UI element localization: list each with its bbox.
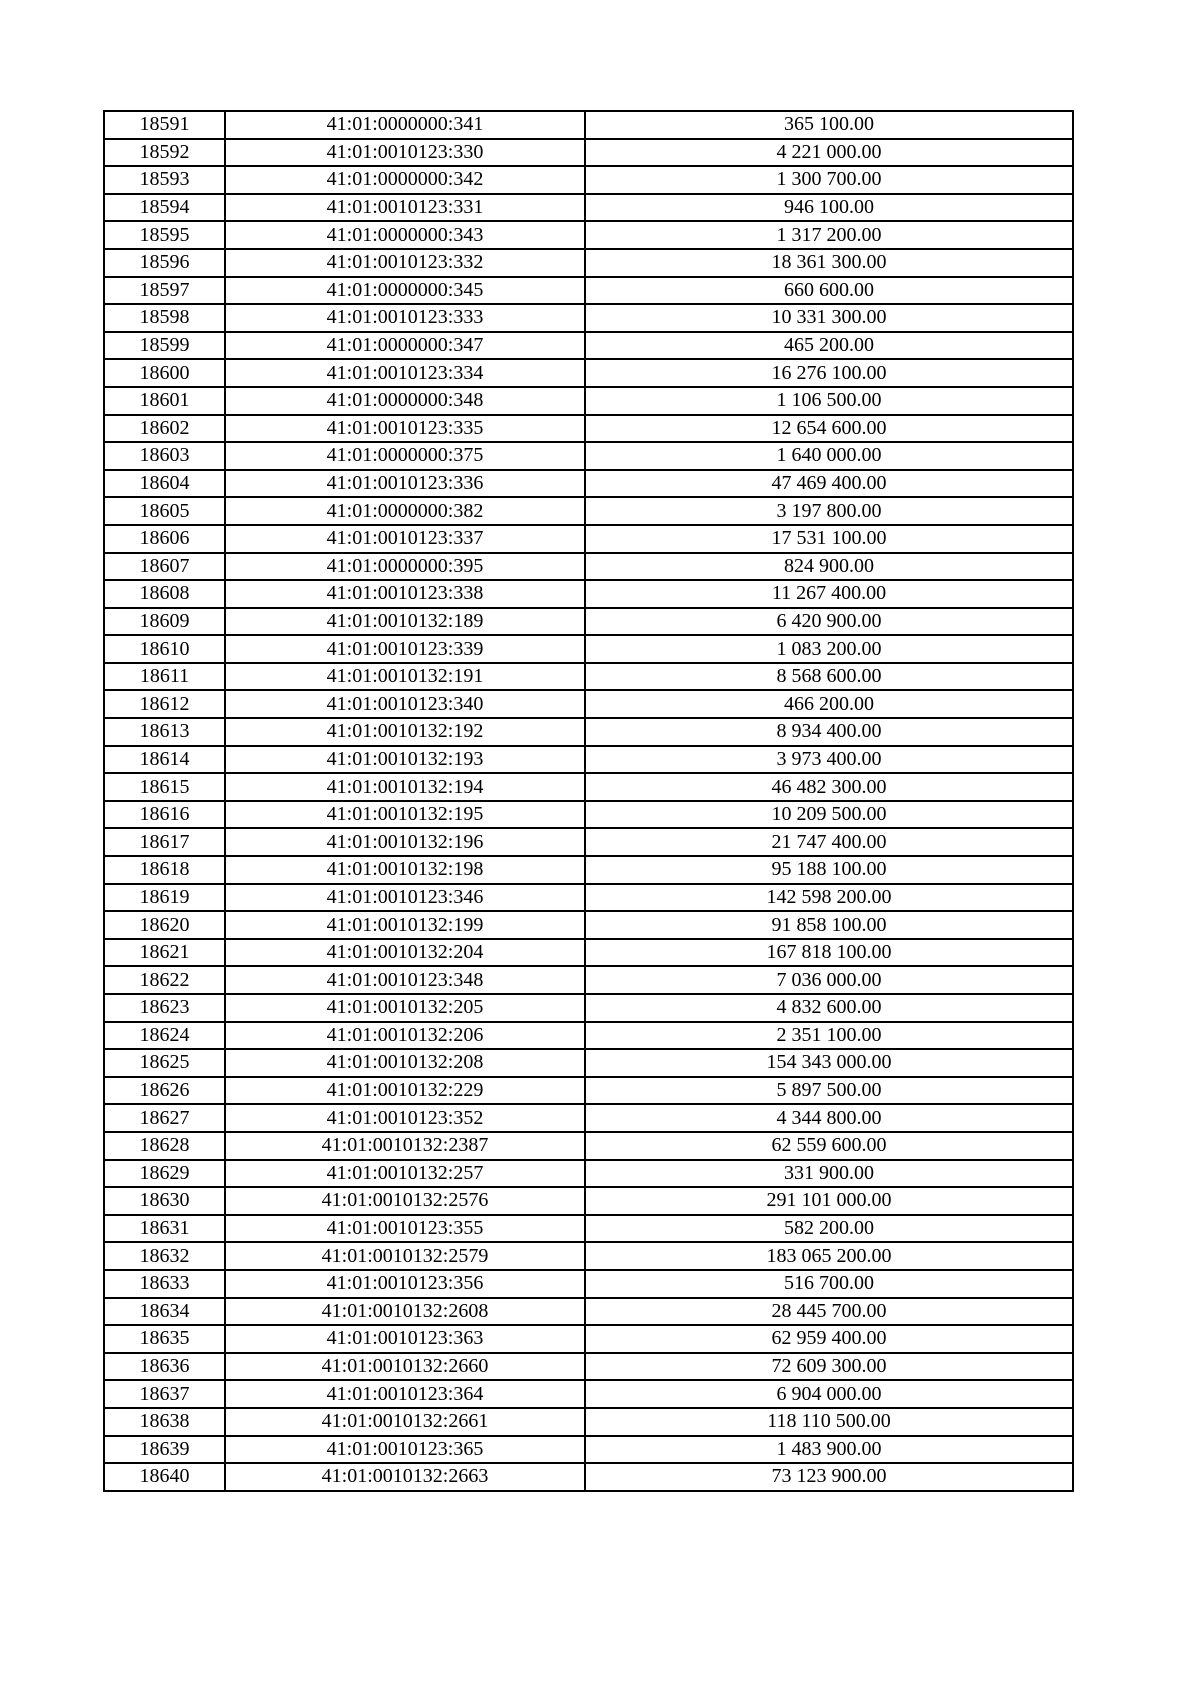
- cadastral-value-cell: 62 959 400.00: [585, 1325, 1073, 1353]
- cadastral-value-cell: 1 106 500.00: [585, 387, 1073, 415]
- row-number-cell: 18634: [104, 1298, 225, 1326]
- cadastral-value-cell: 62 559 600.00: [585, 1132, 1073, 1160]
- table-row: [104, 249, 1073, 277]
- table-row: [104, 221, 1073, 249]
- table-row: [104, 194, 1073, 222]
- row-number-cell: 18600: [104, 359, 225, 387]
- row-number-cell: 18639: [104, 1436, 225, 1464]
- cadastral-number-cell: 41:01:0010132:198: [225, 856, 585, 884]
- row-number-cell: 18631: [104, 1215, 225, 1243]
- cadastral-value-cell: 6 420 900.00: [585, 608, 1073, 636]
- cadastral-value-cell: 6 904 000.00: [585, 1380, 1073, 1408]
- cadastral-value-cell: 118 110 500.00: [585, 1408, 1073, 1436]
- cadastral-value-cell: 95 188 100.00: [585, 856, 1073, 884]
- cadastral-number-cell: 41:01:0010132:229: [225, 1077, 585, 1105]
- table-row: [104, 773, 1073, 801]
- cadastral-value-cell: 1 483 900.00: [585, 1436, 1073, 1464]
- cadastral-number-cell: 41:01:0010123:346: [225, 884, 585, 912]
- cadastral-value-cell: 12 654 600.00: [585, 415, 1073, 443]
- cadastral-number-cell: 41:01:0010123:332: [225, 249, 585, 277]
- cadastral-value-cell: 2 351 100.00: [585, 1022, 1073, 1050]
- row-number-cell: 18630: [104, 1187, 225, 1215]
- cadastral-value-cell: 16 276 100.00: [585, 359, 1073, 387]
- cadastral-value-cell: 10 331 300.00: [585, 304, 1073, 332]
- row-number-cell: 18592: [104, 139, 225, 167]
- row-number-cell: 18635: [104, 1325, 225, 1353]
- cadastral-number-cell: 41:01:0010123:334: [225, 359, 585, 387]
- cadastral-value-cell: 3 197 800.00: [585, 497, 1073, 525]
- table-row: [104, 1187, 1073, 1215]
- cadastral-value-cell: 4 832 600.00: [585, 994, 1073, 1022]
- table-row: [104, 304, 1073, 332]
- cadastral-number-cell: 41:01:0010123:336: [225, 470, 585, 498]
- cadastral-value-cell: 8 934 400.00: [585, 718, 1073, 746]
- row-number-cell: 18607: [104, 553, 225, 581]
- cadastral-number-cell: 41:01:0010132:193: [225, 746, 585, 774]
- table-row: [104, 1132, 1073, 1160]
- table-row: [104, 1436, 1073, 1464]
- cadastral-number-cell: 41:01:0010123:339: [225, 635, 585, 663]
- cadastral-value-table: [103, 110, 1074, 1492]
- cadastral-number-cell: 41:01:0010132:208: [225, 1049, 585, 1077]
- cadastral-number-cell: 41:01:0010132:191: [225, 663, 585, 691]
- row-number-cell: 18622: [104, 966, 225, 994]
- cadastral-value-cell: 73 123 900.00: [585, 1463, 1073, 1491]
- cadastral-number-cell: 41:01:0010123:348: [225, 966, 585, 994]
- cadastral-number-cell: 41:01:0010132:2608: [225, 1298, 585, 1326]
- cadastral-number-cell: 41:01:0010123:335: [225, 415, 585, 443]
- row-number-cell: 18613: [104, 718, 225, 746]
- row-number-cell: 18616: [104, 801, 225, 829]
- cadastral-number-cell: 41:01:0000000:342: [225, 166, 585, 194]
- row-number-cell: 18625: [104, 1049, 225, 1077]
- row-number-cell: 18637: [104, 1380, 225, 1408]
- row-number-cell: 18624: [104, 1022, 225, 1050]
- row-number-cell: 18609: [104, 608, 225, 636]
- row-number-cell: 18604: [104, 470, 225, 498]
- cadastral-number-cell: 41:01:0010132:205: [225, 994, 585, 1022]
- row-number-cell: 18617: [104, 828, 225, 856]
- table-row: [104, 718, 1073, 746]
- cadastral-number-cell: 41:01:0010123:340: [225, 690, 585, 718]
- cadastral-number-cell: 41:01:0010132:2579: [225, 1242, 585, 1270]
- cadastral-value-cell: 824 900.00: [585, 553, 1073, 581]
- cadastral-value-cell: 582 200.00: [585, 1215, 1073, 1243]
- row-number-cell: 18633: [104, 1270, 225, 1298]
- cadastral-value-cell: 47 469 400.00: [585, 470, 1073, 498]
- table-row: [104, 635, 1073, 663]
- row-number-cell: 18611: [104, 663, 225, 691]
- row-number-cell: 18602: [104, 415, 225, 443]
- cadastral-number-cell: 41:01:0010132:2387: [225, 1132, 585, 1160]
- cadastral-number-cell: 41:01:0010123:355: [225, 1215, 585, 1243]
- cadastral-value-cell: 28 445 700.00: [585, 1298, 1073, 1326]
- row-number-cell: 18636: [104, 1353, 225, 1381]
- cadastral-value-cell: 516 700.00: [585, 1270, 1073, 1298]
- table-row: [104, 166, 1073, 194]
- row-number-cell: 18632: [104, 1242, 225, 1270]
- row-number-cell: 18614: [104, 746, 225, 774]
- row-number-cell: 18597: [104, 277, 225, 305]
- cadastral-number-cell: 41:01:0010123:338: [225, 580, 585, 608]
- cadastral-value-cell: 17 531 100.00: [585, 525, 1073, 553]
- cadastral-value-cell: 142 598 200.00: [585, 884, 1073, 912]
- table-row: [104, 1463, 1073, 1491]
- cadastral-value-cell: 8 568 600.00: [585, 663, 1073, 691]
- table-body: [104, 111, 1073, 1491]
- table-row: [104, 1077, 1073, 1105]
- cadastral-number-cell: 41:01:0010132:2663: [225, 1463, 585, 1491]
- cadastral-value-cell: 154 343 000.00: [585, 1049, 1073, 1077]
- row-number-cell: 18595: [104, 221, 225, 249]
- table-row: [104, 663, 1073, 691]
- cadastral-number-cell: 41:01:0010132:2661: [225, 1408, 585, 1436]
- table-row: [104, 1215, 1073, 1243]
- table-row: [104, 1353, 1073, 1381]
- cadastral-number-cell: 41:01:0000000:375: [225, 442, 585, 470]
- table-row: [104, 1408, 1073, 1436]
- cadastral-value-cell: 660 600.00: [585, 277, 1073, 305]
- table-row: [104, 277, 1073, 305]
- cadastral-number-cell: 41:01:0010132:2660: [225, 1353, 585, 1381]
- cadastral-value-cell: 291 101 000.00: [585, 1187, 1073, 1215]
- cadastral-number-cell: 41:01:0000000:382: [225, 497, 585, 525]
- row-number-cell: 18620: [104, 911, 225, 939]
- row-number-cell: 18593: [104, 166, 225, 194]
- row-number-cell: 18638: [104, 1408, 225, 1436]
- cadastral-value-cell: 167 818 100.00: [585, 939, 1073, 967]
- table-row: [104, 939, 1073, 967]
- table-row: [104, 525, 1073, 553]
- cadastral-number-cell: 41:01:0010132:2576: [225, 1187, 585, 1215]
- cadastral-number-cell: 41:01:0010123:356: [225, 1270, 585, 1298]
- cadastral-number-cell: 41:01:0010132:196: [225, 828, 585, 856]
- table-row: [104, 1242, 1073, 1270]
- row-number-cell: 18615: [104, 773, 225, 801]
- cadastral-number-cell: 41:01:0000000:341: [225, 111, 585, 139]
- cadastral-number-cell: 41:01:0010123:330: [225, 139, 585, 167]
- row-number-cell: 18603: [104, 442, 225, 470]
- table-row: [104, 415, 1073, 443]
- table-row: [104, 746, 1073, 774]
- cadastral-value-cell: 365 100.00: [585, 111, 1073, 139]
- cadastral-value-cell: 18 361 300.00: [585, 249, 1073, 277]
- table-row: [104, 828, 1073, 856]
- cadastral-number-cell: 41:01:0010132:192: [225, 718, 585, 746]
- row-number-cell: 18627: [104, 1104, 225, 1132]
- row-number-cell: 18599: [104, 332, 225, 360]
- cadastral-number-cell: 41:01:0010123:333: [225, 304, 585, 332]
- row-number-cell: 18594: [104, 194, 225, 222]
- table-row: [104, 359, 1073, 387]
- row-number-cell: 18596: [104, 249, 225, 277]
- table-row: [104, 1104, 1073, 1132]
- table-row: [104, 1298, 1073, 1326]
- cadastral-number-cell: 41:01:0010132:199: [225, 911, 585, 939]
- table-row: [104, 801, 1073, 829]
- table-row: [104, 690, 1073, 718]
- cadastral-number-cell: 41:01:0010132:206: [225, 1022, 585, 1050]
- table-row: [104, 966, 1073, 994]
- row-number-cell: 18601: [104, 387, 225, 415]
- cadastral-value-cell: 7 036 000.00: [585, 966, 1073, 994]
- table-row: [104, 884, 1073, 912]
- row-number-cell: 18623: [104, 994, 225, 1022]
- cadastral-number-cell: 41:01:0000000:345: [225, 277, 585, 305]
- table-row: [104, 387, 1073, 415]
- cadastral-value-cell: 11 267 400.00: [585, 580, 1073, 608]
- table-row: [104, 1325, 1073, 1353]
- table-row: [104, 994, 1073, 1022]
- table-row: [104, 1380, 1073, 1408]
- row-number-cell: 18619: [104, 884, 225, 912]
- row-number-cell: 18628: [104, 1132, 225, 1160]
- table-row: [104, 470, 1073, 498]
- cadastral-value-cell: 91 858 100.00: [585, 911, 1073, 939]
- cadastral-number-cell: 41:01:0010123:331: [225, 194, 585, 222]
- table-row: [104, 856, 1073, 884]
- cadastral-value-cell: 21 747 400.00: [585, 828, 1073, 856]
- row-number-cell: 18626: [104, 1077, 225, 1105]
- table-row: [104, 911, 1073, 939]
- cadastral-value-cell: 465 200.00: [585, 332, 1073, 360]
- cadastral-value-cell: 4 221 000.00: [585, 139, 1073, 167]
- cadastral-number-cell: 41:01:0000000:347: [225, 332, 585, 360]
- row-number-cell: 18621: [104, 939, 225, 967]
- row-number-cell: 18591: [104, 111, 225, 139]
- cadastral-number-cell: 41:01:0000000:343: [225, 221, 585, 249]
- cadastral-number-cell: 41:01:0010132:195: [225, 801, 585, 829]
- cadastral-number-cell: 41:01:0010123:365: [225, 1436, 585, 1464]
- cadastral-value-cell: 946 100.00: [585, 194, 1073, 222]
- cadastral-number-cell: 41:01:0010123:352: [225, 1104, 585, 1132]
- table-row: [104, 1160, 1073, 1188]
- cadastral-number-cell: 41:01:0010132:194: [225, 773, 585, 801]
- cadastral-number-cell: 41:01:0000000:348: [225, 387, 585, 415]
- row-number-cell: 18598: [104, 304, 225, 332]
- cadastral-value-cell: 5 897 500.00: [585, 1077, 1073, 1105]
- table-row: [104, 608, 1073, 636]
- table-row: [104, 1049, 1073, 1077]
- cadastral-number-cell: 41:01:0010123:364: [225, 1380, 585, 1408]
- cadastral-value-cell: 466 200.00: [585, 690, 1073, 718]
- table-row: [104, 1270, 1073, 1298]
- table-row: [104, 139, 1073, 167]
- row-number-cell: 18640: [104, 1463, 225, 1491]
- table-row: [104, 442, 1073, 470]
- cadastral-number-cell: 41:01:0010123:363: [225, 1325, 585, 1353]
- cadastral-value-cell: 183 065 200.00: [585, 1242, 1073, 1270]
- table-row: [104, 580, 1073, 608]
- row-number-cell: 18612: [104, 690, 225, 718]
- cadastral-value-cell: 1 300 700.00: [585, 166, 1073, 194]
- cadastral-value-cell: 1 317 200.00: [585, 221, 1073, 249]
- cadastral-value-cell: 1 083 200.00: [585, 635, 1073, 663]
- cadastral-value-cell: 4 344 800.00: [585, 1104, 1073, 1132]
- row-number-cell: 18618: [104, 856, 225, 884]
- cadastral-value-cell: 331 900.00: [585, 1160, 1073, 1188]
- cadastral-value-cell: 72 609 300.00: [585, 1353, 1073, 1381]
- cadastral-number-cell: 41:01:0010132:204: [225, 939, 585, 967]
- row-number-cell: 18610: [104, 635, 225, 663]
- table-row: [104, 1022, 1073, 1050]
- table-row: [104, 332, 1073, 360]
- cadastral-number-cell: 41:01:0000000:395: [225, 553, 585, 581]
- cadastral-number-cell: 41:01:0010123:337: [225, 525, 585, 553]
- cadastral-value-cell: 3 973 400.00: [585, 746, 1073, 774]
- row-number-cell: 18606: [104, 525, 225, 553]
- cadastral-value-cell: 46 482 300.00: [585, 773, 1073, 801]
- cadastral-value-cell: 10 209 500.00: [585, 801, 1073, 829]
- cadastral-value-cell: 1 640 000.00: [585, 442, 1073, 470]
- table-row: [104, 497, 1073, 525]
- row-number-cell: 18605: [104, 497, 225, 525]
- cadastral-number-cell: 41:01:0010132:257: [225, 1160, 585, 1188]
- row-number-cell: 18608: [104, 580, 225, 608]
- table-row: [104, 111, 1073, 139]
- cadastral-number-cell: 41:01:0010132:189: [225, 608, 585, 636]
- table-row: [104, 553, 1073, 581]
- row-number-cell: 18629: [104, 1160, 225, 1188]
